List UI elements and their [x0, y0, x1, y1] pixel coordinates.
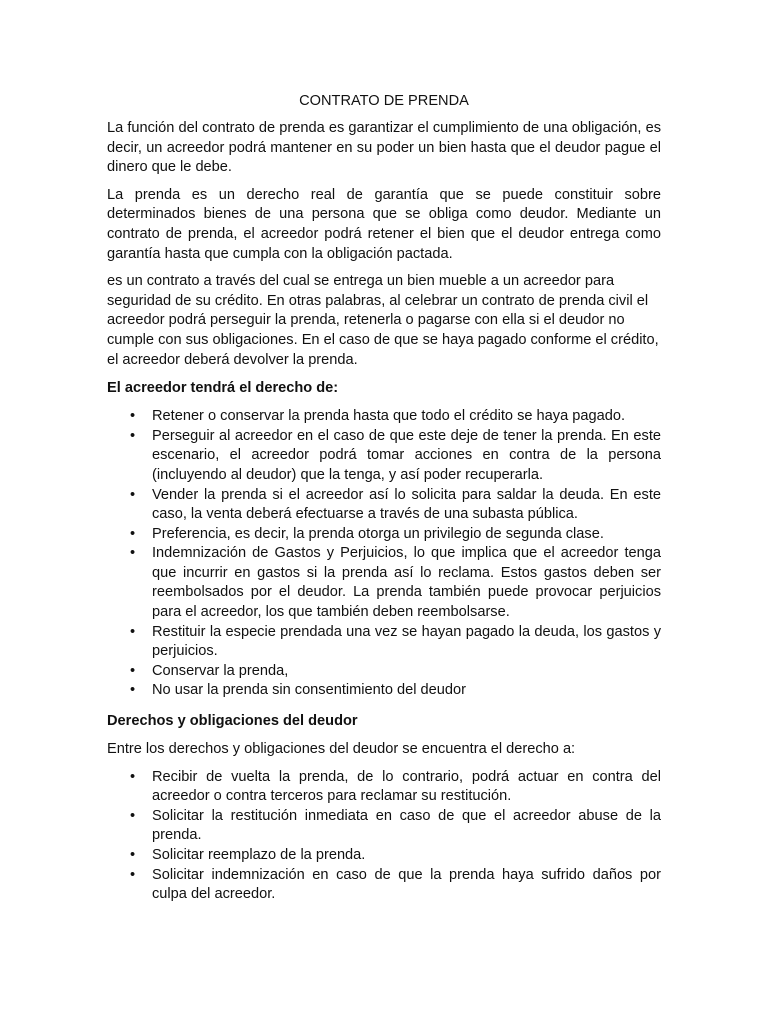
paragraph-definition: La prenda es un derecho real de garantía que se puede constituir sobre determinados bienes de una persona que se obliga como deudor. Mediante un contrato de prenda, el acreedor podrá retener el bien que el deudor entrega como garantía hasta que cumpla con la obligación pactada.	[107, 186, 661, 262]
debtor-rights-list	[107, 768, 661, 905]
paragraph-intro: La función del contrato de prenda es garantizar el cumplimiento de una obligación, es decir, un acreedor podrá mantener en su poder un bien hasta que el deudor pague el dinero que le debe.	[107, 120, 661, 176]
list-item: • No usar la prenda sin consentimiento del deudor	[107, 681, 661, 701]
section-heading-creditor-rights: El acreedor tendrá el derecho de:	[107, 380, 339, 397]
list-item: • Perseguir al acreedor en el caso de que este deje de tener la prenda. En este escenario, el acreedor podrá tomar acciones en contra de la persona (incluyendo al deudor) que la tenga, y así poder recuperarla.	[107, 427, 661, 486]
list-item: • Solicitar la restitución inmediata en caso de que el acreedor abuse de la prenda.	[107, 807, 661, 846]
paragraph-debtor-intro: Entre los derechos y obligaciones del deudor se encuentra el derecho a:	[107, 741, 576, 758]
document-page	[107, 91, 661, 913]
list-item: • Solicitar indemnización en caso de que la prenda haya sufrido daños por culpa del acreedor.	[107, 866, 661, 905]
list-item: • Retener o conservar la prenda hasta que todo el crédito se haya pagado.	[107, 407, 661, 427]
document-title: CONTRATO DE PRENDA	[299, 93, 469, 109]
list-item: • Preferencia, es decir, la prenda otorga un privilegio de segunda clase.	[107, 525, 661, 545]
list-item: • Recibir de vuelta la prenda, de lo contrario, podrá actuar en contra del acreedor o contra terceros para reclamar su restitución.	[107, 768, 661, 807]
list-item: • Solicitar reemplazo de la prenda.	[107, 846, 661, 866]
list-item: • Vender la prenda si el acreedor así lo solicita para saldar la deuda. En este caso, la venta deberá efectuarse a través de una subasta pública.	[107, 486, 661, 525]
section-heading-debtor-rights: Derechos y obligaciones del deudor	[107, 713, 358, 730]
list-item: • Restituir la especie prendada una vez se hayan pagado la deuda, los gastos y perjuicios.	[107, 623, 661, 662]
creditor-rights-list	[107, 407, 661, 701]
list-item: • Conservar la prenda,	[107, 662, 661, 682]
paragraph-description: es un contrato a través del cual se entrega un bien mueble a un acreedor para seguridad de su crédito. En otras palabras, al celebrar un contrato de prenda civil el acreedor podrá perseguir la prenda, retenerla o pagarse con ella si el deudor no cumple con sus obligaciones. En el caso de que se haya pagado conforme el crédito, el acreedor deberá devolver la prenda.	[107, 273, 659, 368]
list-item: • Indemnización de Gastos y Perjuicios, lo que implica que el acreedor tenga que incurrir en gastos si la prenda así lo reclama. Estos gastos deben ser reembolsados por el deudor. La prenda también puede provocar perjuicios para el acreedor, los que también deben reembolsarse.	[107, 544, 661, 622]
